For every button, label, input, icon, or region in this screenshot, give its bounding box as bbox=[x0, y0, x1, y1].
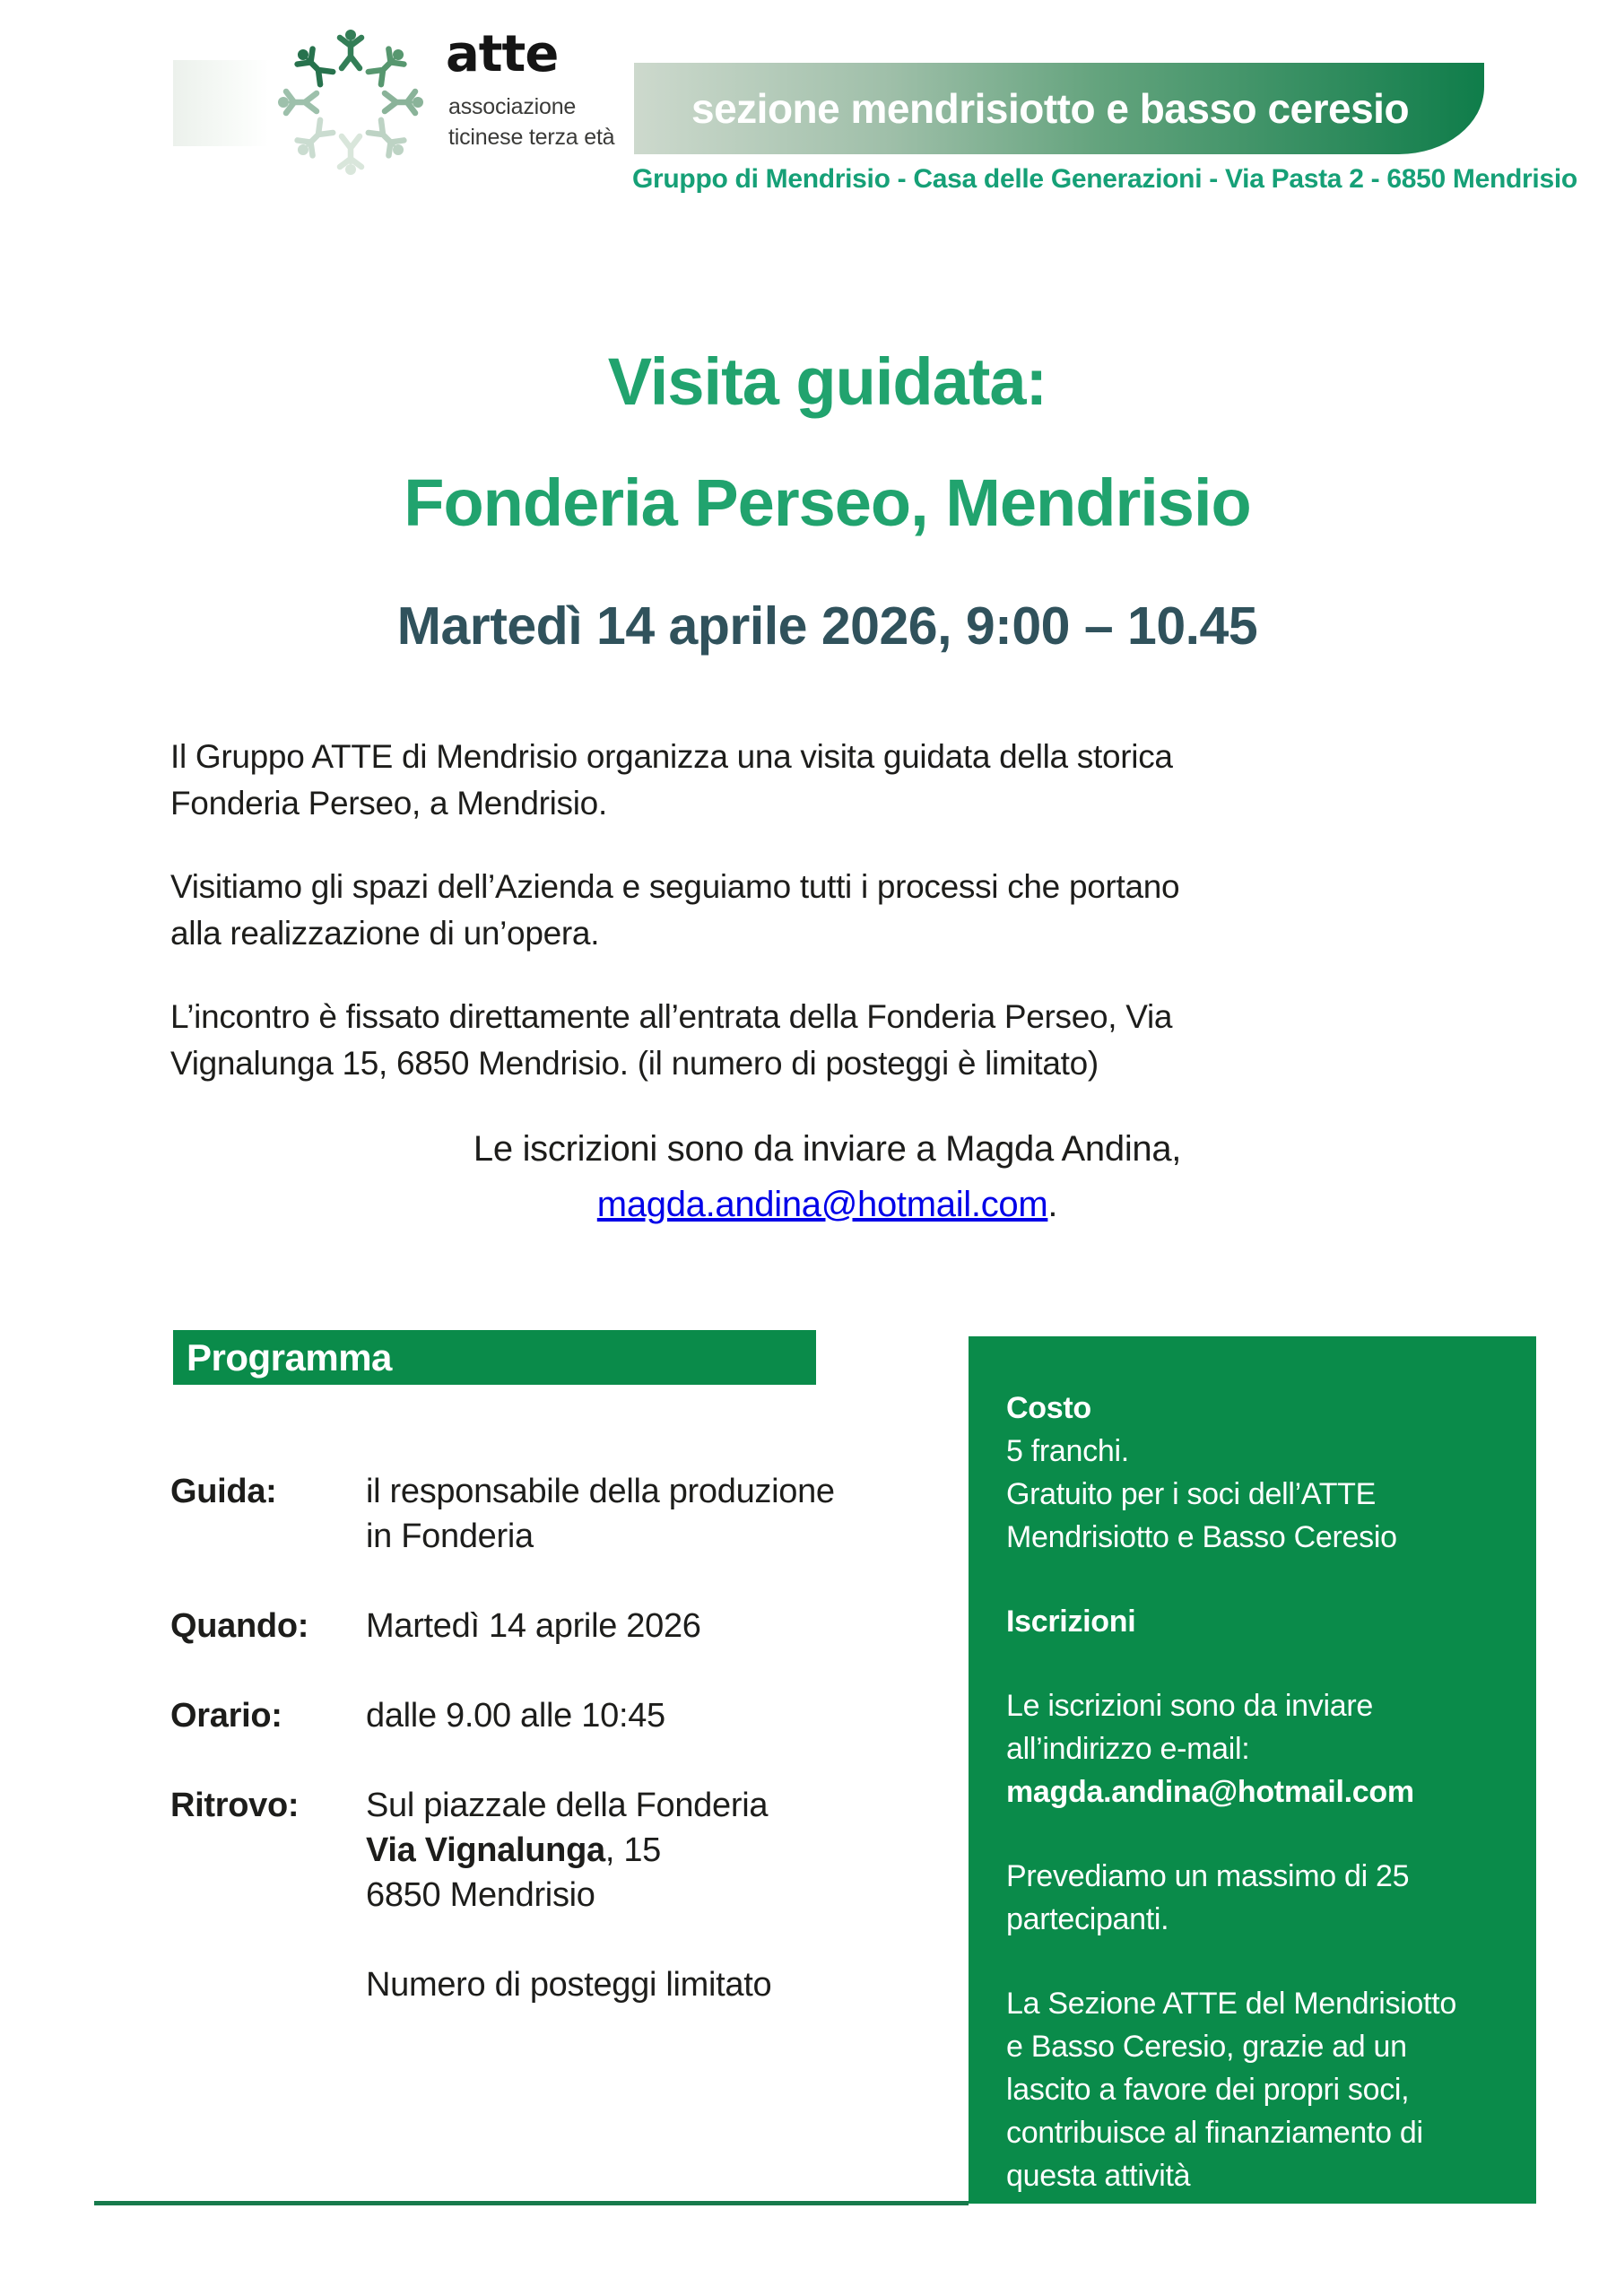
program-heading-bar bbox=[173, 1330, 816, 1385]
email-link[interactable]: magda.andina@hotmail.com bbox=[596, 1185, 1048, 1224]
program-rows bbox=[170, 1469, 942, 2052]
program-row-value: Sul piazzale della Fonderia Via Vignalunga, 15 6850 Mendrisio bbox=[366, 1787, 769, 1914]
registration-email-line bbox=[170, 1181, 1484, 1228]
program-row-value: Numero di posteggi limitato bbox=[366, 1966, 772, 2004]
program-row bbox=[170, 1962, 942, 2007]
program-row-label: Guida: bbox=[170, 1473, 277, 1510]
sidebar-block-title: Costo bbox=[1006, 1391, 1091, 1425]
sidebar-block bbox=[1006, 1387, 1509, 1559]
group-address-line: Gruppo di Mendrisio - Casa delle Generazioni - Via Pasta 2 - 6850 Mendrisio bbox=[632, 164, 1577, 194]
atte-logo-icon bbox=[274, 20, 428, 183]
sidebar-block-text: 5 franchi. Gratuito per i soci dell’ATTE Mendrisiotto e Basso Ceresio bbox=[1006, 1434, 1397, 1554]
atte-logo-subtitle: associazione ticinese terza età bbox=[448, 94, 615, 150]
section-banner bbox=[634, 63, 1484, 154]
program-row-value: il responsabile della produzione in Fonderia bbox=[366, 1473, 835, 1555]
program-row bbox=[170, 1783, 942, 1918]
email-suffix: . bbox=[1047, 1185, 1058, 1224]
program-row-label bbox=[170, 1962, 366, 2007]
atte-wordmark: atte bbox=[446, 25, 559, 83]
sidebar-block-text: La Sezione ATTE del Mendrisiotto e Basso Ceresio, grazie ad un lascito a favore dei propri soci, contribuisce al finanziamento di questa attività bbox=[1006, 1987, 1456, 2193]
event-title: Visita guidata: bbox=[607, 344, 1047, 419]
sidebar-block bbox=[1006, 1855, 1509, 1941]
section-banner-label: sezione mendrisiotto e basso ceresio bbox=[691, 85, 1410, 132]
program-row-value: Martedì 14 aprile 2026 bbox=[366, 1607, 701, 1645]
registration-invite-line: Le iscrizioni sono da inviare a Magda Andina, bbox=[473, 1129, 1182, 1169]
logo-backdrop bbox=[173, 60, 269, 146]
sidebar-block-title: Iscrizioni bbox=[1006, 1605, 1136, 1639]
program-row bbox=[170, 1469, 942, 1559]
program-row bbox=[170, 1604, 942, 1648]
sidebar-block-text: Le iscrizioni sono da inviare all’indirizzo e-mail: bbox=[1006, 1689, 1373, 1766]
footer-rule bbox=[94, 2201, 969, 2205]
event-date-line: Martedì 14 aprile 2026, 9:00 – 10.45 bbox=[396, 596, 1258, 656]
intro-paragraph-3: L’incontro è fissato direttamente all’entrata della Fonderia Perseo, Via Vignalunga 15, 6850 Mendrisio. (il numero di posteggi è limitato) bbox=[170, 998, 1173, 1082]
program-heading: Programma bbox=[187, 1335, 392, 1378]
info-sidebar bbox=[969, 1336, 1536, 2204]
sidebar-block-text: Prevediamo un massimo di 25 partecipanti. bbox=[1006, 1859, 1410, 1936]
intro-paragraph-2: Visitiamo gli spazi dell’Azienda e seguiamo tutti i processi che portano alla realizzazione di un’opera. bbox=[170, 868, 1180, 952]
sidebar-block bbox=[1006, 1982, 1509, 2197]
program-row-label: Orario: bbox=[170, 1697, 282, 1735]
sidebar-block bbox=[1006, 1684, 1509, 1813]
intro-paragraph-1: Il Gruppo ATTE di Mendrisio organizza una visita guidata della storica Fonderia Perseo, a Mendrisio. bbox=[170, 738, 1173, 822]
program-row-label: Ritrovo: bbox=[170, 1787, 300, 1824]
sidebar-block bbox=[1006, 1600, 1509, 1643]
sidebar-block-email: magda.andina@hotmail.com bbox=[1006, 1775, 1414, 1809]
program-row-value: dalle 9.00 alle 10:45 bbox=[366, 1697, 665, 1735]
program-row bbox=[170, 1693, 942, 1738]
event-subtitle: Fonderia Perseo, Mendrisio bbox=[404, 465, 1251, 540]
program-row-label: Quando: bbox=[170, 1607, 309, 1645]
